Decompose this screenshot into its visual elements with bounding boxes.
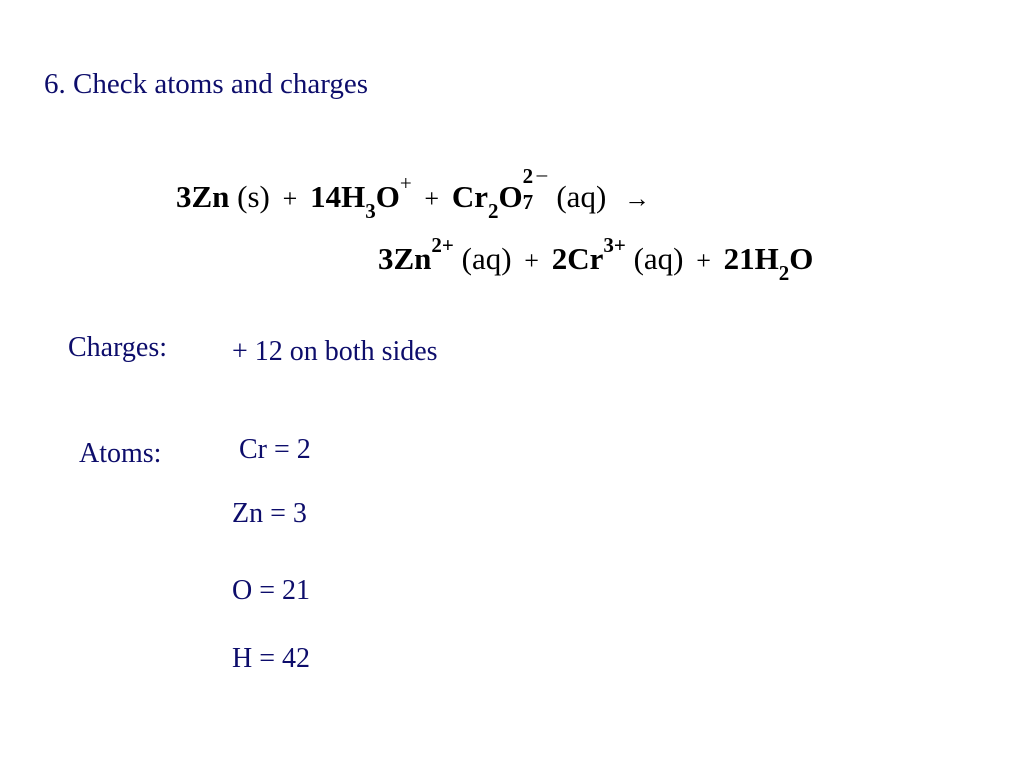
reactant-hydronium	[310, 170, 412, 224]
water-subscript: 2	[778, 261, 790, 286]
reaction-arrow: →	[624, 184, 651, 213]
hydronium-subscript: 3	[365, 199, 376, 224]
atoms-label: Atoms:	[79, 438, 162, 469]
atom-count-cr: Cr = 2	[239, 434, 311, 465]
plus-sign: +	[424, 184, 440, 213]
slide-heading: 6. Check atoms and charges	[44, 68, 369, 100]
hydronium-coef: 14H	[310, 179, 366, 214]
product-chromium-ion	[551, 232, 626, 276]
dichromate-cr: Cr	[451, 179, 488, 214]
equation-products	[378, 232, 814, 286]
atom-count-h: H = 42	[232, 643, 311, 674]
dichromate-charge: 2	[522, 164, 534, 188]
zinc-ion-charge: 2+	[431, 232, 454, 257]
plus-sign: +	[524, 246, 539, 275]
hydronium-charge: +	[399, 170, 412, 195]
water-oxygen: O	[789, 241, 814, 276]
state-aqueous: (aq)	[556, 179, 607, 214]
product-water	[723, 241, 814, 286]
plus-sign: +	[696, 246, 711, 275]
hydronium-oxygen: O	[375, 179, 400, 214]
charges-label: Charges:	[68, 332, 168, 363]
reactant-dichromate	[451, 162, 549, 224]
dichromate-charge-stack	[522, 162, 549, 214]
equation-reactants	[176, 162, 655, 224]
chromium-ion-charge: 3+	[603, 232, 626, 257]
product-zinc-ion	[378, 232, 454, 276]
atom-count-o: O = 21	[232, 575, 311, 606]
dichromate-o-subscript: 7	[522, 190, 534, 214]
reactant-zinc: 3Zn	[176, 179, 230, 214]
state-solid: (s)	[237, 179, 270, 214]
dichromate-charge-sign: –	[536, 162, 548, 186]
state-aqueous: (aq)	[633, 241, 684, 276]
charges-value: + 12 on both sides	[232, 336, 438, 367]
state-aqueous: (aq)	[461, 241, 512, 276]
zinc-ion-symbol: 3Zn	[378, 241, 432, 276]
chromium-ion-symbol: 2Cr	[551, 241, 604, 276]
dichromate-o: O	[498, 179, 523, 214]
plus-sign: +	[282, 184, 298, 213]
dichromate-cr-subscript: 2	[487, 199, 499, 224]
water-coef: 21H	[723, 241, 779, 276]
atom-count-zn: Zn = 3	[232, 498, 307, 529]
